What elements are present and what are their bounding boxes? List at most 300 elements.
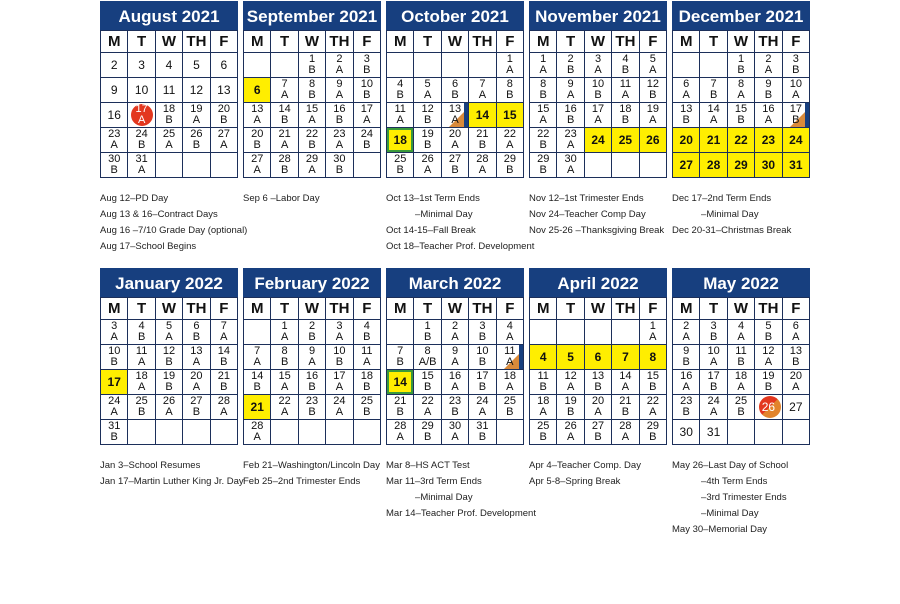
weekday-header-row: [387, 298, 524, 320]
day-rotation-letter: A: [308, 356, 316, 368]
day-cell: [414, 153, 441, 178]
day-number: 8: [424, 345, 431, 357]
day-number: 18: [135, 370, 148, 382]
day-rotation-letter: A: [137, 356, 146, 368]
week-row: [244, 153, 381, 178]
day-cell: [244, 370, 271, 395]
day-cell: [183, 78, 210, 103]
day-rotation-letter: B: [539, 139, 547, 151]
weekday-label: T: [128, 31, 155, 53]
day-rotation-letter: A: [335, 64, 344, 76]
day-cell: [354, 420, 381, 445]
day-number: 26: [162, 395, 176, 407]
week-row: [530, 128, 667, 153]
day-rotation-letter: B: [253, 139, 261, 151]
weekday-label: F: [211, 31, 238, 53]
day-number: 17: [789, 103, 802, 115]
day-cell: [530, 128, 557, 153]
day-number: 30: [679, 425, 693, 439]
day-rotation-letter: A: [594, 406, 602, 418]
day-number: 1: [424, 320, 431, 332]
day-number: 14: [251, 370, 264, 382]
day-number: 26: [421, 153, 434, 165]
day-number: 13: [251, 103, 264, 115]
day-number: 16: [305, 370, 319, 382]
day-number: 1: [308, 53, 316, 65]
note-line: Oct 14-15–Fall Break: [386, 225, 476, 236]
day-rotation-letter: A: [737, 331, 745, 343]
week-row: [101, 345, 238, 370]
day-cell: [497, 153, 524, 178]
day-rotation-letter: A: [506, 381, 514, 393]
day-rotation-letter: A: [478, 164, 487, 176]
weekday-label: F: [640, 31, 667, 53]
day-cell: [469, 345, 496, 370]
month-notes: [672, 458, 788, 538]
day-rotation-letter: A: [192, 114, 201, 126]
day-cell: [414, 395, 441, 420]
day-number: 22: [503, 128, 516, 140]
day-cell: [673, 320, 700, 345]
day-cell: [640, 395, 667, 420]
day-cell: [673, 395, 700, 420]
day-number: 27: [217, 128, 230, 140]
day-number: 19: [564, 395, 577, 407]
day-cell: [783, 103, 810, 128]
day-cell: [469, 370, 496, 395]
day-cell: [271, 78, 298, 103]
day-cell: [414, 128, 441, 153]
day-cell: [156, 128, 183, 153]
day-number: 19: [421, 128, 434, 140]
day-number: 28: [706, 158, 721, 172]
day-number: 31: [108, 420, 121, 432]
day-cell: [271, 420, 298, 445]
day-number: 3: [111, 320, 118, 332]
day-rotation-letter: A: [192, 356, 201, 368]
day-cell: [156, 420, 183, 445]
day-cell: [211, 53, 238, 78]
day-cell: [557, 395, 584, 420]
day-cell: [728, 53, 755, 78]
day-rotation-letter: A: [621, 381, 630, 393]
day-cell: [755, 320, 782, 345]
day-rotation-letter: B: [363, 139, 371, 151]
day-cell: [557, 345, 584, 370]
day-number: 18: [393, 133, 407, 147]
month-grid: [100, 30, 238, 178]
day-number: 11: [619, 78, 632, 90]
weekday-label: T: [414, 298, 441, 320]
month-title: August 2021: [100, 1, 238, 30]
day-number: 3: [138, 58, 145, 72]
day-rotation-letter: A: [709, 356, 718, 368]
day-rotation-letter: B: [506, 406, 514, 418]
day-number: 24: [360, 128, 373, 140]
day-number: 21: [476, 128, 489, 140]
week-row: [244, 395, 381, 420]
weekday-header-row: [530, 31, 667, 53]
day-cell: [387, 320, 414, 345]
day-rotation-letter: A: [451, 139, 459, 151]
day-rotation-letter: B: [539, 381, 547, 393]
day-number: 22: [421, 395, 434, 407]
day-cell: [183, 395, 210, 420]
weekday-label: W: [585, 31, 612, 53]
day-rotation-letter: B: [280, 356, 289, 368]
day-cell: [183, 345, 210, 370]
day-rotation-letter: B: [363, 381, 371, 393]
month-grid: [386, 297, 524, 445]
day-number: 3: [594, 53, 602, 65]
day-number: 27: [591, 420, 605, 432]
day-cell: [783, 395, 810, 420]
note-line: –Minimal Day: [386, 209, 473, 220]
day-cell: [728, 420, 755, 445]
day-cell: [414, 345, 441, 370]
day-cell: [497, 420, 524, 445]
day-rotation-letter: A: [137, 381, 146, 393]
day-number: 25: [135, 395, 148, 407]
day-rotation-letter: B: [792, 114, 800, 126]
day-rotation-letter: B: [396, 164, 404, 176]
day-rotation-letter: B: [137, 139, 146, 151]
day-rotation-letter: B: [478, 356, 487, 368]
day-cell: [271, 320, 298, 345]
day-number: 15: [503, 108, 517, 122]
day-cell: [326, 103, 353, 128]
day-rotation-letter: B: [792, 356, 800, 368]
day-rotation-letter: A: [506, 331, 514, 343]
day-number: 16: [333, 103, 346, 115]
day-cell: [612, 420, 639, 445]
week-row: [101, 395, 238, 420]
day-cell: [414, 103, 441, 128]
day-cell: [101, 370, 128, 395]
day-number: 4: [397, 78, 404, 90]
weekday-label: TH: [612, 31, 639, 53]
day-rotation-letter: A: [396, 114, 404, 126]
day-rotation-letter: A: [280, 381, 289, 393]
day-cell: [640, 78, 667, 103]
day-cell: [585, 345, 612, 370]
day-rotation-letter: A: [220, 406, 228, 418]
day-cell: [530, 153, 557, 178]
month-title: April 2022: [529, 268, 667, 297]
day-cell: [244, 78, 271, 103]
day-cell: [387, 78, 414, 103]
note-line: Nov 24–Teacher Comp Day: [529, 209, 646, 220]
day-cell: [700, 128, 727, 153]
week-row: [244, 103, 381, 128]
day-cell: [783, 78, 810, 103]
day-number: 14: [475, 108, 490, 122]
day-number: 24: [108, 395, 121, 407]
week-row: [244, 320, 381, 345]
weekday-label: TH: [469, 298, 496, 320]
day-number: 2: [683, 320, 690, 332]
note-line: –Minimal Day: [672, 209, 759, 220]
day-number: 12: [421, 103, 434, 115]
weekday-label: T: [557, 31, 584, 53]
day-cell: [469, 420, 496, 445]
month-notes: [243, 458, 380, 490]
day-number: 13: [217, 83, 231, 97]
month-calendar: [672, 268, 810, 445]
day-number: 28: [394, 420, 407, 432]
note-line: Dec 20-31–Christmas Break: [672, 225, 792, 236]
day-number: 4: [165, 58, 173, 72]
day-number: 14: [278, 103, 291, 115]
note-line: Apr 5-8–Spring Break: [529, 476, 621, 487]
day-cell: [673, 420, 700, 445]
day-rotation-letter: A: [649, 331, 657, 343]
day-rotation-letter: B: [308, 139, 316, 151]
day-number: 10: [333, 345, 346, 357]
day-number: 25: [503, 395, 516, 407]
day-number: 24: [707, 395, 720, 407]
day-number: 18: [162, 103, 176, 115]
day-rotation-letter: A: [451, 381, 459, 393]
day-cell: [299, 420, 326, 445]
note-line: Nov 12–1st Trimester Ends: [529, 193, 644, 204]
day-cell: [700, 103, 727, 128]
day-number: 24: [789, 133, 803, 147]
day-number: 29: [734, 158, 748, 172]
day-cell: [183, 320, 210, 345]
month-title: November 2021: [529, 1, 667, 30]
day-number: 10: [476, 345, 489, 357]
day-cell: [354, 370, 381, 395]
weekday-label: M: [673, 298, 700, 320]
day-cell: [244, 153, 271, 178]
day-rotation-letter: B: [423, 114, 432, 126]
day-cell: [673, 345, 700, 370]
day-cell: [299, 103, 326, 128]
day-cell: [640, 103, 667, 128]
day-rotation-letter: B: [423, 139, 432, 151]
week-row: [530, 153, 667, 178]
day-number: 19: [646, 103, 659, 115]
day-number: 30: [108, 153, 121, 165]
day-number: 9: [110, 83, 118, 97]
day-rotation-letter: B: [621, 114, 630, 126]
month-grid: [672, 297, 810, 445]
day-rotation-letter: A: [451, 114, 459, 126]
day-cell: [557, 370, 584, 395]
day-rotation-letter: A: [423, 406, 432, 418]
day-rotation-letter: B: [478, 331, 487, 343]
day-number: 3: [363, 53, 370, 65]
weekday-header-row: [673, 31, 810, 53]
month-calendar: [100, 1, 238, 178]
day-cell: [497, 370, 524, 395]
day-number: 19: [762, 370, 775, 382]
day-number: 18: [503, 370, 516, 382]
day-number: 7: [220, 320, 227, 332]
weekday-label: TH: [469, 31, 496, 53]
week-row: [530, 420, 667, 445]
day-rotation-letter: A: [764, 114, 773, 126]
day-cell: [244, 320, 271, 345]
day-cell: [128, 345, 155, 370]
month-calendar: [672, 1, 810, 178]
note-line: Mar 8–HS ACT Test: [386, 460, 470, 471]
day-number: 28: [476, 153, 489, 165]
day-rotation-letter: B: [506, 164, 514, 176]
day-cell: [354, 395, 381, 420]
week-row: [387, 153, 524, 178]
day-rotation-letter: B: [396, 356, 404, 368]
day-cell: [530, 370, 557, 395]
week-row: [244, 420, 381, 445]
weekday-label: F: [783, 31, 810, 53]
day-cell: [728, 345, 755, 370]
weekday-header-row: [101, 298, 238, 320]
day-rotation-letter: B: [594, 381, 602, 393]
day-number: 1: [506, 53, 513, 65]
day-rotation-letter: A: [137, 114, 146, 126]
month-grid: [243, 297, 381, 445]
day-number: 4: [363, 320, 370, 332]
day-cell: [183, 153, 210, 178]
day-number: 10: [789, 78, 802, 90]
day-number: 23: [680, 395, 693, 407]
day-number: 22: [305, 128, 319, 140]
day-number: 12: [646, 78, 659, 90]
note-line: –3rd Trimester Ends: [672, 492, 787, 503]
day-rotation-letter: B: [396, 406, 404, 418]
day-number: 14: [217, 345, 230, 357]
day-number: 26: [190, 128, 203, 140]
month-calendar: [529, 268, 667, 445]
weekday-label: F: [211, 298, 238, 320]
day-rotation-letter: A: [764, 64, 773, 76]
day-cell: [640, 153, 667, 178]
day-cell: [271, 53, 298, 78]
day-cell: [387, 103, 414, 128]
day-cell: [299, 78, 326, 103]
day-cell: [612, 103, 639, 128]
day-number: 2: [336, 53, 343, 65]
day-cell: [640, 345, 667, 370]
day-number: 17: [360, 103, 373, 115]
day-number: 23: [333, 128, 346, 140]
day-number: 11: [361, 345, 373, 357]
day-cell: [156, 153, 183, 178]
day-number: 6: [683, 78, 690, 90]
day-rotation-letter: A: [566, 89, 575, 101]
day-cell: [244, 395, 271, 420]
day-cell: [101, 78, 128, 103]
day-cell: [783, 53, 810, 78]
day-rotation-letter: B: [682, 114, 690, 126]
week-row: [101, 420, 238, 445]
month-calendar: [100, 268, 238, 445]
week-row: [530, 53, 667, 78]
day-number: 9: [451, 345, 459, 357]
day-rotation-letter: A: [566, 164, 575, 176]
note-line: Jan 3–School Resumes: [100, 460, 201, 471]
day-rotation-letter: A: [335, 406, 344, 418]
day-number: 3: [336, 320, 343, 332]
week-row: [530, 395, 667, 420]
day-cell: [387, 345, 414, 370]
day-cell: [326, 320, 353, 345]
day-rotation-letter: A: [539, 406, 547, 418]
day-rotation-letter: B: [396, 89, 404, 101]
day-number: 9: [765, 78, 772, 90]
day-cell: [128, 320, 155, 345]
day-cell: [585, 320, 612, 345]
weekday-label: W: [728, 298, 755, 320]
day-number: 22: [734, 133, 748, 147]
day-cell: [700, 53, 727, 78]
day-rotation-letter: B: [682, 356, 690, 368]
day-number: 1: [540, 53, 547, 65]
day-cell: [612, 320, 639, 345]
day-number: 4: [138, 320, 145, 332]
day-number: 22: [537, 128, 550, 140]
day-rotation-letter: B: [621, 64, 630, 76]
day-rotation-letter: B: [165, 381, 173, 393]
day-rotation-letter: A: [621, 431, 630, 443]
week-row: [387, 370, 524, 395]
month-notes: [386, 191, 534, 255]
day-rotation-letter: A: [539, 64, 547, 76]
day-cell: [211, 128, 238, 153]
day-cell: [497, 128, 524, 153]
day-cell: [728, 103, 755, 128]
week-row: [673, 395, 810, 420]
day-cell: [700, 153, 727, 178]
day-number: 25: [537, 420, 550, 432]
day-number: 13: [680, 103, 693, 115]
day-rotation-letter: B: [280, 164, 289, 176]
day-number: 31: [789, 158, 803, 172]
day-cell: [271, 153, 298, 178]
month-title: October 2021: [386, 1, 524, 30]
weekday-label: W: [299, 298, 326, 320]
day-rotation-letter: B: [621, 406, 630, 418]
day-cell: [557, 420, 584, 445]
day-number: 5: [424, 78, 431, 90]
day-number: 28: [251, 420, 264, 432]
weekday-label: M: [244, 31, 271, 53]
day-cell: [557, 53, 584, 78]
day-cell: [442, 420, 469, 445]
day-cell: [101, 53, 128, 78]
day-number: 6: [451, 78, 459, 90]
day-cell: [387, 153, 414, 178]
day-number: 20: [591, 395, 605, 407]
week-row: [530, 78, 667, 103]
day-rotation-letter: B: [165, 114, 173, 126]
day-cell: [530, 345, 557, 370]
day-rotation-letter: A: [335, 139, 344, 151]
day-cell: [557, 153, 584, 178]
day-number: 20: [251, 128, 264, 140]
day-number: 7: [479, 78, 486, 90]
weekday-label: W: [299, 31, 326, 53]
day-number: 2: [567, 53, 574, 65]
day-rotation-letter: B: [764, 89, 773, 101]
note-line: Feb 21–Washington/Lincoln Day: [243, 460, 380, 471]
day-cell: [755, 370, 782, 395]
day-cell: [101, 153, 128, 178]
day-number: 15: [646, 370, 659, 382]
week-row: [673, 345, 810, 370]
